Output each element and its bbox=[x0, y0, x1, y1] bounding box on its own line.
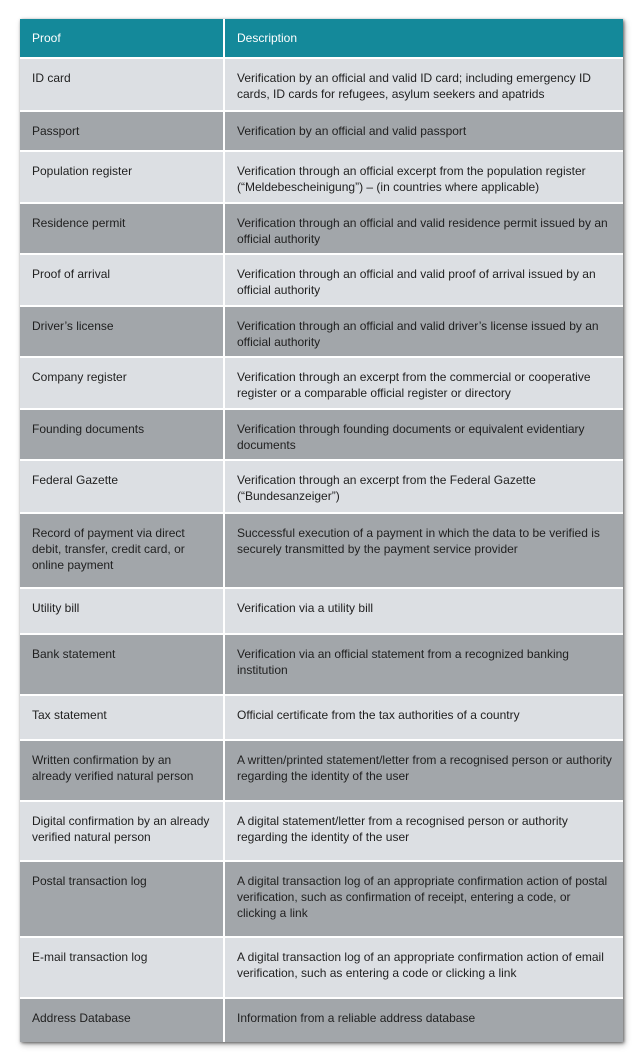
table-row bbox=[20, 695, 623, 740]
proof-cell: Residence permit bbox=[20, 203, 224, 254]
description-cell: A digital transaction log of an appropriate confirmation action of email verification, such as entering a code or clicking a link bbox=[224, 937, 623, 998]
description-cell: A digital statement/letter from a recognised person or authority regarding the identity of the user bbox=[224, 801, 623, 861]
proof-cell: ID card bbox=[20, 58, 224, 111]
description-cell: Verification through an official and valid proof of arrival issued by an official authority bbox=[224, 254, 623, 306]
description-cell: A written/printed statement/letter from a recognised person or authority regarding the identity of the user bbox=[224, 740, 623, 801]
table-row bbox=[20, 151, 623, 203]
proof-cell: Utility bill bbox=[20, 588, 224, 634]
proof-cell: Passport bbox=[20, 111, 224, 151]
table-row bbox=[20, 801, 623, 861]
header-proof: Proof bbox=[20, 19, 224, 58]
proof-cell: Founding documents bbox=[20, 409, 224, 460]
proof-cell: E-mail transaction log bbox=[20, 937, 224, 998]
table-row bbox=[20, 998, 623, 1042]
description-cell: Official certificate from the tax authorities of a country bbox=[224, 695, 623, 740]
proof-cell: Written confirmation by an already verified natural person bbox=[20, 740, 224, 801]
proof-cell: Address Database bbox=[20, 998, 224, 1042]
table-header-row bbox=[20, 19, 623, 58]
description-cell: Verification via an official statement from a recognized banking institution bbox=[224, 634, 623, 695]
table-row bbox=[20, 357, 623, 409]
table-row bbox=[20, 460, 623, 513]
table-row bbox=[20, 306, 623, 357]
table-row bbox=[20, 409, 623, 460]
description-cell: A digital transaction log of an appropriate confirmation action of postal verification, such as confirmation of receipt, entering a code, or clicking a link bbox=[224, 861, 623, 937]
proof-cell: Digital confirmation by an already verified natural person bbox=[20, 801, 224, 861]
header-description: Description bbox=[224, 19, 623, 58]
description-cell: Verification through an excerpt from the commercial or cooperative register or a comparable official register or directory bbox=[224, 357, 623, 409]
table-row bbox=[20, 634, 623, 695]
table-row bbox=[20, 254, 623, 306]
description-cell: Verification via a utility bill bbox=[224, 588, 623, 634]
table-row bbox=[20, 861, 623, 937]
description-cell: Information from a reliable address database bbox=[224, 998, 623, 1042]
description-cell: Verification through an official and valid driver’s license issued by an official authority bbox=[224, 306, 623, 357]
table-row bbox=[20, 740, 623, 801]
description-cell: Verification through an official and valid residence permit issued by an official authority bbox=[224, 203, 623, 254]
table-row bbox=[20, 58, 623, 111]
proof-cell: Bank statement bbox=[20, 634, 224, 695]
proof-cell: Company register bbox=[20, 357, 224, 409]
proof-cell: Record of payment via direct debit, transfer, credit card, or online payment bbox=[20, 513, 224, 588]
description-cell: Verification through founding documents or equivalent evidentiary documents bbox=[224, 409, 623, 460]
description-cell: Verification by an official and valid passport bbox=[224, 111, 623, 151]
table-row bbox=[20, 203, 623, 254]
description-cell: Verification through an official excerpt from the population register (“Meldebescheinigung”) – (in countries where applicable) bbox=[224, 151, 623, 203]
proof-table bbox=[20, 19, 623, 1042]
table-row bbox=[20, 111, 623, 151]
proof-cell: Driver’s license bbox=[20, 306, 224, 357]
table-row bbox=[20, 588, 623, 634]
description-cell: Successful execution of a payment in which the data to be verified is securely transmitted by the payment service provider bbox=[224, 513, 623, 588]
proof-cell: Tax statement bbox=[20, 695, 224, 740]
table-row bbox=[20, 513, 623, 588]
description-cell: Verification by an official and valid ID card; including emergency ID cards, ID cards for refugees, asylum seekers and apatrids bbox=[224, 58, 623, 111]
proof-table-frame bbox=[20, 19, 623, 1042]
table-row bbox=[20, 937, 623, 998]
description-cell: Verification through an excerpt from the Federal Gazette (“Bundesanzeiger”) bbox=[224, 460, 623, 513]
proof-cell: Population register bbox=[20, 151, 224, 203]
proof-cell: Proof of arrival bbox=[20, 254, 224, 306]
proof-cell: Federal Gazette bbox=[20, 460, 224, 513]
proof-cell: Postal transaction log bbox=[20, 861, 224, 937]
